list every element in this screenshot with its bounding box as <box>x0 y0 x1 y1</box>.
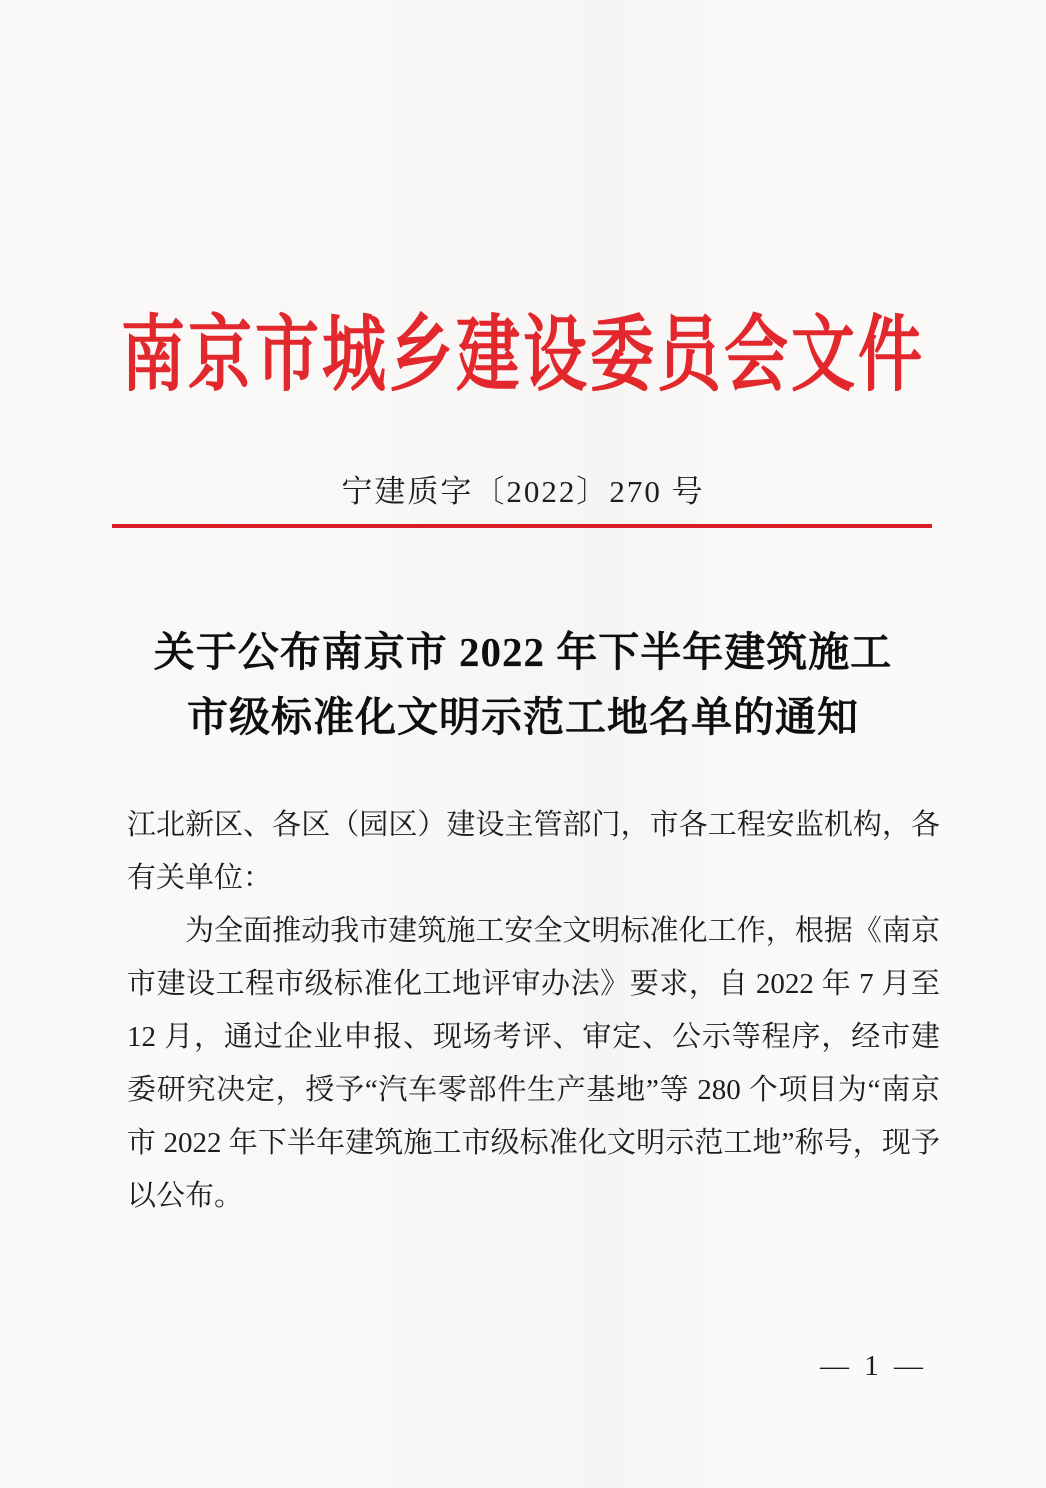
red-divider-line <box>112 524 932 528</box>
document-body <box>127 799 940 1223</box>
document-title-line1: 关于公布南京市 2022 年下半年建筑施工 <box>153 629 893 675</box>
recipients-line: 江北新区、各区（园区）建设主管部门，市各工程安监机构，各有关单位： <box>127 809 940 894</box>
document-title-line2: 市级标准化文明示范工地名单的通知 <box>187 694 859 740</box>
red-header-org-title: 南京市城乡建设委员会文件 <box>121 308 925 402</box>
page-number: — 1 — <box>820 1350 927 1382</box>
document-number: 宁建质字〔2022〕270 号 <box>341 474 705 509</box>
document-title <box>0 620 1046 750</box>
body-paragraph: 为全面推动我市建筑施工安全文明标准化工作，根据《南京市建设工程市级标准化工地评审办法》要求，自 2022 年 7 月至 12 月，通过企业申报、现场考评、审定、公示等程序，经市建委研究决定，授予“汽车零部件生产基地”等 280 个项目为“南京市 2022 年下半年建筑施工市级标准化文明示范工地”称号，现予以公布。 <box>127 915 940 1212</box>
